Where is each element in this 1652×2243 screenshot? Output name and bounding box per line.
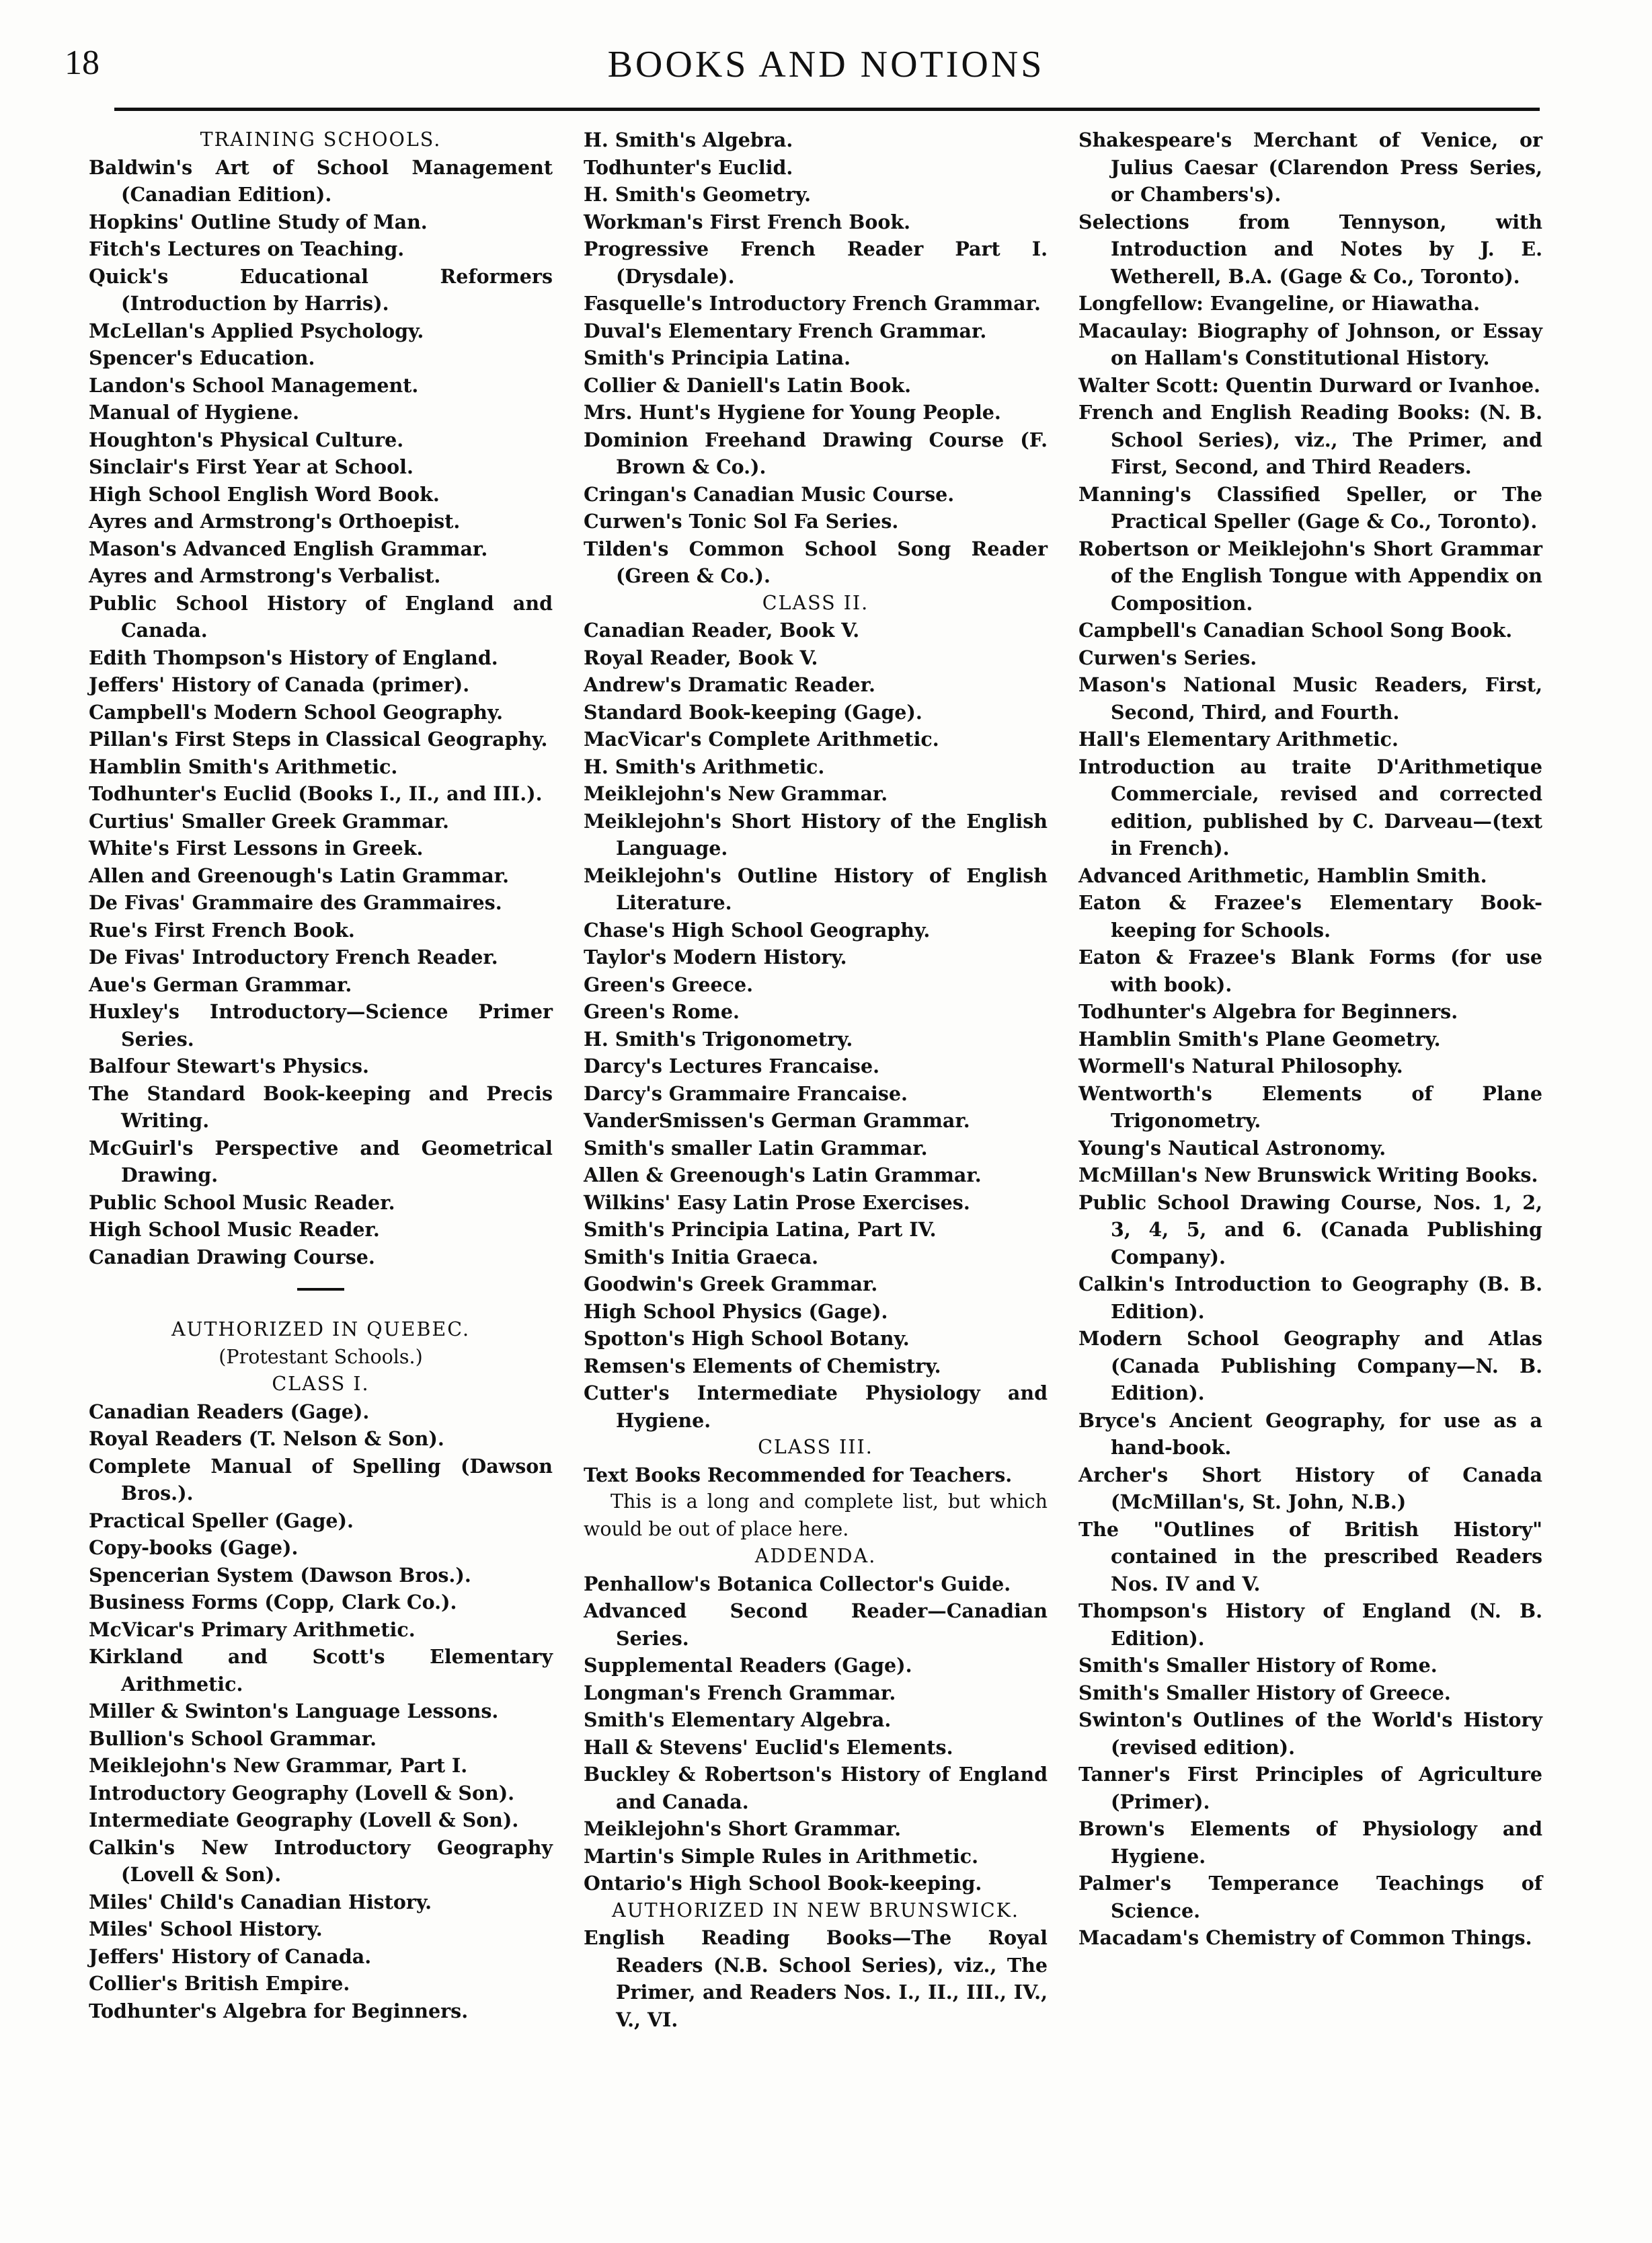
book-entry: Supplemental Readers (Gage).: [584, 1654, 912, 1677]
section-heading: AUTHORIZED IN QUEBEC.: [171, 1318, 471, 1340]
book-entry: McGuirl's Perspective and Geometrical Drawing.: [89, 1136, 553, 1186]
book-entry: H. Smith's Arithmetic.: [584, 755, 825, 778]
book-entry: Bryce's Ancient Geography, for use as a hand-book.: [1078, 1408, 1542, 1459]
book-entry: Copy-books (Gage).: [89, 1536, 299, 1559]
book-entry: Calkin's New Introductory Geography (Lovell & Son).: [89, 1835, 553, 1886]
book-entry: Business Forms (Copp, Clark Co.).: [89, 1591, 457, 1613]
section-divider: [297, 1288, 344, 1291]
book-entry: Macadam's Chemistry of Common Things.: [1078, 1926, 1532, 1949]
book-entry: Kirkland and Scott's Elementary Arithmetic.: [89, 1645, 553, 1696]
book-entry: Text Books Recommended for Teachers.: [584, 1463, 1013, 1486]
book-entry: Mason's National Music Readers, First, Second, Third, and Fourth.: [1078, 673, 1542, 724]
book-entry: Smith's Principia Latina.: [584, 346, 851, 369]
book-entry: Sinclair's First Year at School.: [89, 455, 414, 478]
book-entry: Public School History of England and Canada.: [89, 591, 553, 642]
book-entry: Archer's Short History of Canada (McMillan's, St. John, N.B.): [1078, 1463, 1542, 1513]
book-entry: Hopkins' Outline Study of Man.: [89, 210, 428, 233]
book-entry: Baldwin's Art of School Management (Canadian Edition).: [89, 155, 553, 206]
book-entry: Green's Rome.: [584, 1000, 740, 1023]
book-entry: Thompson's History of England (N. B. Edition).: [1078, 1599, 1542, 1650]
book-entry: Collier & Daniell's Latin Book.: [584, 373, 912, 397]
book-entry: Brown's Elements of Physiology and Hygiene.: [1078, 1817, 1542, 1868]
book-entry: Quick's Educational Reformers (Introduction by Harris).: [89, 264, 553, 315]
book-entry: Buckley & Robertson's History of England and Canada.: [584, 1763, 1048, 1813]
book-entry: Walter Scott: Quentin Durward or Ivanhoe.: [1078, 373, 1540, 397]
book-entry: Meiklejohn's Short History of the English Language.: [584, 809, 1048, 860]
book-entry: Andrew's Dramatic Reader.: [584, 673, 875, 696]
book-entry: Pillan's First Steps in Classical Geography.: [89, 728, 548, 751]
book-entry: Progressive French Reader Part I. (Drysdale).: [584, 237, 1048, 288]
book-entry: Smith's Initia Graeca.: [584, 1245, 819, 1268]
book-entry: Wentworth's Elements of Plane Trigonometry.: [1078, 1081, 1542, 1132]
book-entry: The Standard Book-keeping and Precis Writing.: [89, 1081, 553, 1132]
book-entry: Hall's Elementary Arithmetic.: [1078, 728, 1399, 751]
book-entry: Curwen's Tonic Sol Fa Series.: [584, 510, 899, 533]
section-heading: AUTHORIZED IN NEW BRUNSWICK.: [611, 1899, 1019, 1922]
book-entry: Fitch's Lectures on Teaching.: [89, 237, 405, 260]
book-entry: Martin's Simple Rules in Arithmetic.: [584, 1844, 979, 1868]
book-entry: Collier's British Empire.: [89, 1972, 350, 1995]
book-entry: Eaton & Frazee's Elementary Book-keeping for Schools.: [1078, 891, 1542, 942]
book-entry: Aue's German Grammar.: [89, 973, 352, 996]
book-entry: Huxley's Introductory—Science Primer Series.: [89, 1000, 553, 1051]
book-entry: Todhunter's Algebra for Beginners.: [89, 1999, 469, 2022]
book-entry: The "Outlines of British History" contained in the prescribed Readers Nos. IV and V.: [1078, 1517, 1542, 1595]
book-entry: Swinton's Outlines of the World's History (revised edition).: [1078, 1708, 1542, 1759]
book-entry: Ayres and Armstrong's Orthoepist.: [89, 510, 461, 533]
book-entry: Miller & Swinton's Language Lessons.: [89, 1700, 499, 1722]
book-entry: Todhunter's Algebra for Beginners.: [1078, 1000, 1458, 1023]
book-entry: Introduction au traite D'Arithmetique Commerciale, revised and corrected edition, published by C. Darveau—(text in French).: [1078, 755, 1542, 860]
book-entry: Ayres and Armstrong's Verbalist.: [89, 564, 441, 587]
book-entry: De Fivas' Introductory French Reader.: [89, 946, 498, 968]
book-entry: Darcy's Grammaire Francaise.: [584, 1081, 908, 1105]
section-subheading: (Protestant Schools.): [219, 1345, 423, 1368]
book-entry: Goodwin's Greek Grammar.: [584, 1272, 878, 1295]
book-entry: Palmer's Temperance Teachings of Science.: [1078, 1872, 1542, 1922]
book-entry: Macaulay: Biography of Johnson, or Essay on Hallam's Constitutional History.: [1078, 319, 1542, 369]
book-entry: Canadian Reader, Book V.: [584, 619, 860, 642]
book-entry: De Fivas' Grammaire des Grammaires.: [89, 891, 502, 914]
book-entry: Longman's French Grammar.: [584, 1681, 896, 1704]
book-entry: High School Music Reader.: [89, 1218, 380, 1241]
book-entry: White's First Lessons in Greek.: [89, 837, 424, 860]
book-entry: Eaton & Frazee's Blank Forms (for use with book).: [1078, 946, 1542, 996]
book-entry: Canadian Readers (Gage).: [89, 1400, 370, 1423]
book-entry: Wormell's Natural Philosophy.: [1078, 1055, 1403, 1077]
book-entry: High School Physics (Gage).: [584, 1299, 888, 1323]
book-entry: Penhallow's Botanica Collector's Guide.: [584, 1572, 1011, 1595]
book-entry: Hamblin Smith's Plane Geometry.: [1078, 1027, 1441, 1051]
book-entry: H. Smith's Trigonometry.: [584, 1027, 853, 1051]
book-entry: Todhunter's Euclid.: [584, 155, 793, 179]
book-entry: H. Smith's Geometry.: [584, 183, 812, 206]
book-entry: Advanced Arithmetic, Hamblin Smith.: [1078, 864, 1487, 887]
book-entry: Remsen's Elements of Chemistry.: [584, 1354, 941, 1377]
book-entry: Royal Reader, Book V.: [584, 646, 818, 669]
section-heading: CLASS III.: [758, 1436, 873, 1458]
book-entry: Spencerian System (Dawson Bros.).: [89, 1563, 471, 1587]
section-heading: CLASS II.: [762, 591, 869, 614]
book-entry: Longfellow: Evangeline, or Hiawatha.: [1078, 292, 1481, 315]
book-entry: Balfour Stewart's Physics.: [89, 1055, 369, 1077]
book-entry: Introductory Geography (Lovell & Son).: [89, 1781, 515, 1804]
book-entry: French and English Reading Books: (N. B. School Series), viz., The Primer, and First, Second, and Third Readers.: [1078, 401, 1542, 478]
book-entry: Workman's First French Book.: [584, 210, 911, 233]
book-entry: Cringan's Canadian Music Course.: [584, 482, 955, 506]
book-entry: Todhunter's Euclid (Books I., II., and III.).: [89, 782, 543, 805]
book-entry: Smith's Smaller History of Greece.: [1078, 1681, 1451, 1704]
book-entry: Spencer's Education.: [89, 346, 315, 369]
book-entry: Practical Speller (Gage).: [89, 1509, 354, 1532]
book-entry: Meiklejohn's New Grammar, Part I.: [89, 1754, 468, 1777]
column-left: [89, 126, 553, 2024]
book-entry: Canadian Drawing Course.: [89, 1245, 375, 1268]
book-entry: Houghton's Physical Culture.: [89, 428, 404, 451]
book-entry: Smith's Smaller History of Rome.: [1078, 1654, 1438, 1677]
book-entry: Royal Readers (T. Nelson & Son).: [89, 1427, 444, 1450]
book-entry: Curwen's Series.: [1078, 646, 1257, 669]
page-title: BOOKS AND NOTIONS: [607, 44, 1045, 85]
book-entry: VanderSmissen's German Grammar.: [584, 1109, 970, 1132]
section-heading: ADDENDA.: [754, 1545, 877, 1567]
book-entry: Smith's Principia Latina, Part IV.: [584, 1218, 937, 1241]
section-note: This is a long and complete list, but which would be out of place here.: [584, 1490, 1048, 1540]
book-entry: Spotton's High School Botany.: [584, 1327, 910, 1350]
book-entry: Dominion Freehand Drawing Course (F. Brown & Co.).: [584, 428, 1048, 478]
header-rule: [114, 108, 1540, 111]
book-entry: Landon's School Management.: [89, 373, 419, 397]
book-entry: McLellan's Applied Psychology.: [89, 319, 424, 342]
book-entry: Edith Thompson's History of England.: [89, 646, 498, 669]
book-entry: Manning's Classified Speller, or The Practical Speller (Gage & Co., Toronto).: [1078, 482, 1542, 533]
book-entry: Campbell's Canadian School Song Book.: [1078, 619, 1513, 642]
book-entry: English Reading Books—The Royal Readers (N.B. School Series), viz., The Primer, and Readers Nos. I., II., III., IV., V., VI.: [584, 1926, 1048, 2031]
book-entry: Rue's First French Book.: [89, 918, 355, 942]
column-right: [1078, 126, 1542, 1952]
book-entry: Mrs. Hunt's Hygiene for Young People.: [584, 401, 1001, 424]
book-entry: Public School Music Reader.: [89, 1190, 395, 1214]
book-entry: Robertson or Meiklejohn's Short Grammar of the English Tongue with Appendix on Composition.: [1078, 537, 1542, 615]
book-entry: Duval's Elementary French Grammar.: [584, 319, 987, 342]
book-entry: Mason's Advanced English Grammar.: [89, 537, 488, 560]
book-entry: Public School Drawing Course, Nos. 1, 2, 3, 4, 5, and 6. (Canada Publishing Company).: [1078, 1190, 1542, 1268]
book-entry: Shakespeare's Merchant of Venice, or Julius Caesar (Clarendon Press Series, or Chambers's).: [1078, 128, 1542, 206]
book-entry: MacVicar's Complete Arithmetic.: [584, 728, 939, 751]
book-entry: Tilden's Common School Song Reader (Green & Co.).: [584, 537, 1048, 587]
book-entry: Manual of Hygiene.: [89, 401, 300, 424]
book-entry: Green's Greece.: [584, 973, 754, 996]
book-entry: Hamblin Smith's Arithmetic.: [89, 755, 398, 778]
book-entry: Darcy's Lectures Francaise.: [584, 1055, 880, 1077]
book-entry: Jeffers' History of Canada (primer).: [89, 673, 470, 696]
book-entry: Selections from Tennyson, with Introduction and Notes by J. E. Wetherell, B.A. (Gage & Co., Toronto).: [1078, 210, 1542, 288]
book-entry: Cutter's Intermediate Physiology and Hygiene.: [584, 1381, 1048, 1432]
book-entry: Allen and Greenough's Latin Grammar.: [89, 864, 510, 887]
section-heading: CLASS I.: [272, 1373, 370, 1395]
book-entry: Jeffers' History of Canada.: [89, 1944, 372, 1968]
book-entry: Campbell's Modern School Geography.: [89, 700, 504, 724]
book-entry: Smith's smaller Latin Grammar.: [584, 1136, 928, 1159]
book-entry: Bullion's School Grammar.: [89, 1726, 377, 1750]
book-entry: Meiklejohn's New Grammar.: [584, 782, 888, 805]
book-entry: Calkin's Introduction to Geography (B. B. Edition).: [1078, 1272, 1542, 1323]
book-entry: H. Smith's Algebra.: [584, 128, 793, 151]
book-entry: Meiklejohn's Short Grammar.: [584, 1817, 902, 1840]
book-entry: Fasquelle's Introductory French Grammar.: [584, 292, 1041, 315]
book-entry: Curtius' Smaller Greek Grammar.: [89, 809, 449, 833]
book-entry: Modern School Geography and Atlas (Canada Publishing Company—N. B. Edition).: [1078, 1327, 1542, 1404]
book-entry: Advanced Second Reader—Canadian Series.: [584, 1599, 1048, 1650]
book-entry: Intermediate Geography (Lovell & Son).: [89, 1809, 519, 1831]
book-entry: Miles' Child's Canadian History.: [89, 1890, 432, 1913]
column-middle: [584, 126, 1048, 2033]
book-entry: Young's Nautical Astronomy.: [1078, 1136, 1386, 1159]
book-entry: Taylor's Modern History.: [584, 946, 847, 968]
book-entry: Ontario's High School Book-keeping.: [584, 1872, 982, 1895]
book-entry: Miles' School History.: [89, 1917, 323, 1940]
book-entry: Hall & Stevens' Euclid's Elements.: [584, 1735, 953, 1759]
book-entry: High School English Word Book.: [89, 482, 440, 506]
section-heading: TRAINING SCHOOLS.: [200, 128, 442, 151]
book-entry: Allen & Greenough's Latin Grammar.: [584, 1164, 982, 1186]
page-number: 18: [65, 44, 100, 82]
book-entry: Tanner's First Principles of Agriculture (Primer).: [1078, 1763, 1542, 1813]
book-entry: Complete Manual of Spelling (Dawson Bros.).: [89, 1454, 553, 1505]
book-entry: McVicar's Primary Arithmetic.: [89, 1618, 416, 1641]
book-entry: Wilkins' Easy Latin Prose Exercises.: [584, 1190, 970, 1214]
book-entry: Standard Book-keeping (Gage).: [584, 700, 922, 724]
book-entry: Smith's Elementary Algebra.: [584, 1708, 892, 1731]
book-entry: Chase's High School Geography.: [584, 918, 931, 942]
book-entry: McMillan's New Brunswick Writing Books.: [1078, 1164, 1538, 1186]
book-entry: Meiklejohn's Outline History of English Literature.: [584, 864, 1048, 914]
